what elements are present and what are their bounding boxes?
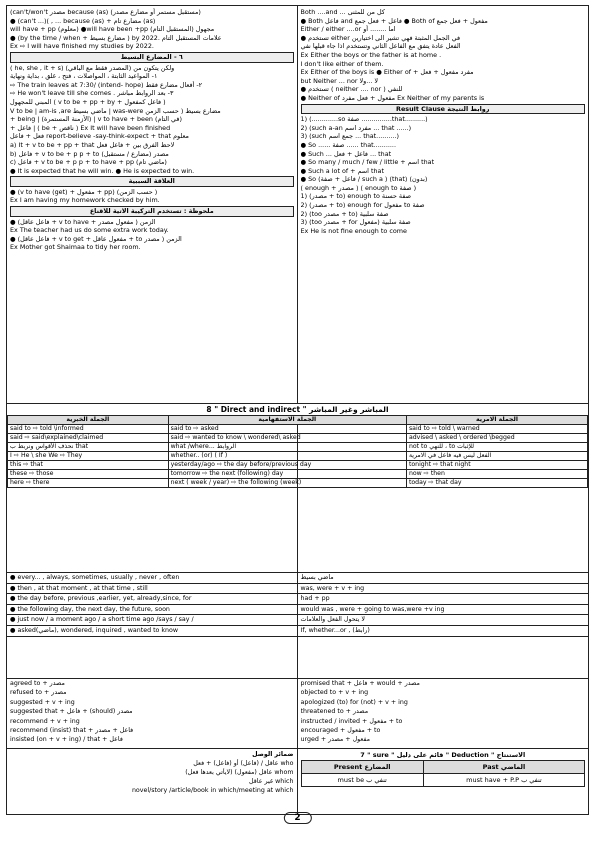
tense-row <box>7 626 588 637</box>
left-note-line: (can't/won't مصدر because (as) (مستقبل مستمر أو مضارع مصدر) <box>10 8 201 16</box>
table-cell: yesterday/ago ⇨ the day before/previous day <box>168 461 406 470</box>
table-header-cell: الجملة الخبرية <box>8 416 169 425</box>
table-header-cell: الجملة الامرية <box>406 416 587 425</box>
table-cell: نحذف الأقواس ونربط ب that <box>8 443 169 452</box>
left-note-line: ● (by the time / when + مضارع بسيط ) by 2022. علامات المستقبل التام <box>10 33 222 42</box>
table-cell: now ⇨ then <box>406 470 587 479</box>
verb-pattern: recommend (insist) that + فاعل + مصدر <box>10 727 134 735</box>
table-cell: said to ⇨ told \informed <box>8 425 169 434</box>
table-row <box>8 425 588 434</box>
left-note-line: Ex The teacher had us do some extra work today. <box>10 226 169 235</box>
table-cell: tonight ⇨ that night <box>406 461 587 470</box>
right-note-line: ● Such ... فاعل + فعل ... that <box>300 149 392 158</box>
relative-lines <box>10 759 294 795</box>
verbs-right-list <box>298 679 589 745</box>
right-note-line: Result Clause روابط النتيجة <box>301 104 586 115</box>
table-cell: not to للنهي ، to للإثبات <box>406 443 587 452</box>
table-cell: said to ⇨ asked <box>168 425 406 434</box>
left-note-line: c) فاعل + v to be + p p + to have + pp (ماضي تام) <box>10 158 167 167</box>
right-note-line: ● So ...... صفة ...... that........... <box>300 140 396 149</box>
left-note-line: ● It is expected that he will win. ● He is expected to win. <box>10 166 195 175</box>
tense-form: If, whether...or , (رابط) <box>300 626 370 634</box>
left-note-line: b) فاعل + v to be + p p + to مصدر (مضارع / مستقبل) <box>10 149 169 158</box>
right-note-line: Both ....and ... كل من للمثنى <box>300 8 385 16</box>
right-note-line: ● تستخدم either في الجمل المثبتة فهي تشير الى اختيارين <box>300 33 461 42</box>
verb-pattern: apologized (to) for (not) + v + ing <box>300 698 408 706</box>
right-note-line: 2) (مصدر + to) enough for مفعول to صفة <box>300 201 425 210</box>
table-cell: said ⇨ wanted to know \ wondered\ asked <box>168 434 406 443</box>
tense-marker: ● the following day, the next day, the future, soon <box>7 605 298 615</box>
verbs-left-list <box>7 679 298 745</box>
direct-indirect-banner: 8 " Direct and indirect " المباشر وغير المباشر <box>7 403 588 416</box>
table-cell: what /where... الروابط <box>168 443 406 452</box>
verb-pattern: suggested + v + ing <box>10 698 75 706</box>
left-note-line: ⇨ The train leaves at 7:30/ (intend- hope) ٢- أفعال مضارع فقط <box>10 80 203 89</box>
table-cell: these ⇨ those <box>8 470 169 479</box>
relative-line: who عاقل / (فاعل) أو (فاعل) + فعل <box>193 760 294 767</box>
verb-pattern: urged + مفعول + مصدر <box>300 736 371 744</box>
right-note-line: Either / either ....or اما ........ أو <box>300 25 396 34</box>
relative-line: whom عاقل (مفعول) (لايأتي بعدها فعل) <box>185 769 294 776</box>
left-note-line: + being | (الأزمنة المستمرة) | v to have + been (في التام) <box>10 115 182 124</box>
deduction-block <box>298 748 589 814</box>
left-note-line: ( he, she , it + s) (المصدر فقط مع الباقي) ولكن يتكون من <box>10 63 175 72</box>
tense-row <box>7 573 588 584</box>
right-note-line: ● Both فاعل and فاعل + فعل جمع ● Both of مفعول + فعل جمع <box>300 16 488 25</box>
tense-form: had + pp <box>300 595 330 603</box>
left-note-line: فعل + فاعل report-believe -say-think-expect + that معلوم <box>10 132 189 141</box>
reporting-verbs-block <box>7 678 588 745</box>
tense-marker: ● the day before, previous ,earlier, yet, already,since, for <box>7 594 298 604</box>
verb-pattern: insisted (on + v + ing) / that + فاعل <box>10 736 123 744</box>
right-note-line: Ex Either the boys or the father is at home . <box>300 50 442 59</box>
table-row <box>8 443 588 452</box>
table-row <box>8 434 588 443</box>
right-note-line: الفعل عادة يتفق مع الفاعل الثاني وتستخدم اذا جاء قبلها نفي <box>300 42 461 51</box>
tense-row <box>7 605 588 616</box>
verb-pattern: instructed / invited + مفعول + to <box>300 717 403 725</box>
table-cell: tomorrow ⇨ the next (following) day <box>168 470 406 479</box>
right-note-line: 2) (too مصدر + to) صفة سلبية <box>300 209 389 218</box>
deduction-cell: must be تنفي ب <box>301 774 423 787</box>
relative-pronouns-block <box>7 748 298 814</box>
right-note-line: ● So many / much / few / little + اسم that <box>300 158 435 167</box>
left-note-line: ٦ - المضارع البسيط <box>10 52 294 63</box>
table-cell: this ⇨ that <box>8 461 169 470</box>
table-cell: advised \ asked \ ordered \begged <box>406 434 587 443</box>
tense-form: would was , were + going to was,were +v ing <box>300 605 445 613</box>
tense-marker: ● every... , always, sometimes, usually , never , often <box>7 573 298 583</box>
deduction-row <box>301 774 585 787</box>
left-note-line: ● (can't ...)( , ... because (as) + مضارع تام (as) <box>10 16 156 25</box>
tense-row <box>7 594 588 605</box>
verb-pattern: recommend + v + ing <box>10 717 80 725</box>
deduction-title: 7 " sure " قائم على دليل " Deduction " الاستنتاج <box>360 751 526 759</box>
tense-form: ماضي بسيط <box>300 574 334 581</box>
verb-pattern: agreed to + مصدر <box>10 680 65 687</box>
right-note-line: I don't like either of them. <box>300 59 384 68</box>
right-note-line: but Neither ... nor لا ...ولا <box>300 76 379 85</box>
table-cell: today ⇨ that day <box>406 479 587 488</box>
right-note-line: ● Such a lot of + اسم that <box>300 166 384 175</box>
left-note-line: ١- المواعيد الثابتة ، المواصلات ، فتح ، غلق ، بداية ونهاية <box>10 72 158 81</box>
left-note-line: ملحوظة : تستخدم التركيبة الاتية للاقناع <box>10 206 294 217</box>
right-note-line: 3) (such جمع اسم ... that..........) <box>300 132 399 141</box>
right-note-line: 2) (such a-an مفرد اسم ... that ......) <box>300 123 412 132</box>
left-note-line: ● (v to have (get) + مفعول + pp) (حسب الزمن ) <box>10 187 158 196</box>
table-cell: said ⇨ said\explained\claimed <box>8 434 169 443</box>
tense-marker: ● then , at that moment , at that time , still <box>7 584 298 594</box>
table-row <box>8 452 588 461</box>
relative-pronouns-title: ضمائر الوصل <box>252 751 294 758</box>
left-note-line: Ex ⇨ I will have finished my studies by 2022. <box>10 42 154 51</box>
table-cell: whether.. (or) ( If ) <box>168 452 406 461</box>
right-note-line: 1) (.............so صفة ...............that..........) <box>300 115 428 124</box>
table-cell: I ⇨ He \ she We ⇨ They <box>8 452 169 461</box>
left-note-line: العلاقة السببية <box>10 176 294 187</box>
verb-pattern: promised that + فاعل + would + مصدر <box>300 680 420 687</box>
deduction-header: Present المضارع <box>301 761 423 774</box>
left-note-line: ● (فاعل عاقل + v to get + مفعول عاقل + to مصدر ) الزمن <box>10 234 182 243</box>
page-number: 2 <box>283 812 311 824</box>
page-frame <box>6 5 589 815</box>
tense-marker: ● just now / a moment ago / a short time ago /says / say / <box>7 615 298 625</box>
right-note-line: Ex He is not fine enough to come <box>300 226 407 235</box>
table-cell: الفعل ليس فيه فاعل في الامرية <box>406 452 587 461</box>
verb-pattern: encouraged + مفعول + to <box>300 727 381 735</box>
tense-form: was, were + v + ing <box>300 584 365 592</box>
right-note-line: ● تستخدم ( neither .... nor ) للنفي <box>300 85 403 94</box>
table-cell: said to ⇨ told \ warned <box>406 425 587 434</box>
relative-line: which غير عاقل <box>249 778 294 785</box>
right-note-line: 1) (مصدر + to) enough to صفة حسنة <box>300 192 412 201</box>
verb-pattern: refused to + مصدر <box>10 689 67 697</box>
table-row <box>8 461 588 470</box>
left-note-line: ● (فاعل عاقل + v to have + مفعول مصدر ) الزمن <box>10 217 156 226</box>
table-cell: next ( week / year) ⇨ the following (week) <box>168 479 406 488</box>
left-note-line: will have + pp (معلوم) ●will have been +pp مجهول (المستقبل التام) <box>10 25 215 34</box>
left-note-line: ⇨ He won't leave till she comes . ٣- بعد الروابط مباشر <box>10 89 174 98</box>
tense-form: لا يتحول الفعل والعلامات <box>300 616 366 624</box>
tense-row <box>7 615 588 626</box>
tense-row <box>7 584 588 595</box>
left-note-line: + فاعل | ( be + ناقص ) Ex It will have been finished <box>10 123 171 132</box>
left-note-line: Ex Mother got Shaimaa to tidy her room. <box>10 243 141 252</box>
right-note-line: Ex Either of the boys is ● Either of + مفرد مفعول + فعل <box>300 68 474 77</box>
right-note-line: ● So (فاعل + صفة / such a ) (that) (بدون) <box>300 175 428 184</box>
table-cell: here ⇨ there <box>8 479 169 488</box>
left-note-line: a) It + v to be + pp + that لاحظ الفرق بين + فاعل فعل <box>10 140 175 149</box>
right-note-line: 3) (too مصدر + for مفعول) صفة سلبية <box>300 218 411 227</box>
verb-pattern: threatened to + مصدر <box>300 708 369 716</box>
tense-changes-block <box>7 572 588 637</box>
table-row <box>8 479 588 488</box>
left-note-line: Ex I am having my homework checked by him. <box>10 196 160 205</box>
relative-line: novel/story /article/book in which/meeting at which <box>131 787 294 794</box>
reported-speech-table <box>7 415 588 488</box>
left-note-line: المبني للمجهول ( v to be + pp + by + فاعل كمفعول ) <box>10 97 166 106</box>
left-note-line: V to be | am-is ,are ماضي بسيط | was-were مضارع بسيط ( حسب الزمن <box>10 106 221 115</box>
deduction-table <box>301 760 586 787</box>
right-note-line: ( enough + مصدر ) ( enough to صفة ) <box>300 183 417 192</box>
right-note-line: ● Neither of مفعول + فعل مفرد Ex Neither of my parents is <box>300 93 485 102</box>
deduction-header: Past الماضي <box>423 761 584 774</box>
tense-marker: ● asked(ماضي), wondered, inquired , wanted to know <box>7 626 298 636</box>
deduction-cell: must have + P.P تنفي ب <box>423 774 584 787</box>
verb-pattern: objected to + v + ing <box>300 689 369 697</box>
table-row <box>8 470 588 479</box>
verb-pattern: suggested that + فاعل + (should) مصدر <box>10 708 133 716</box>
table-header-cell: الجملة الاستفهامية <box>168 416 406 425</box>
